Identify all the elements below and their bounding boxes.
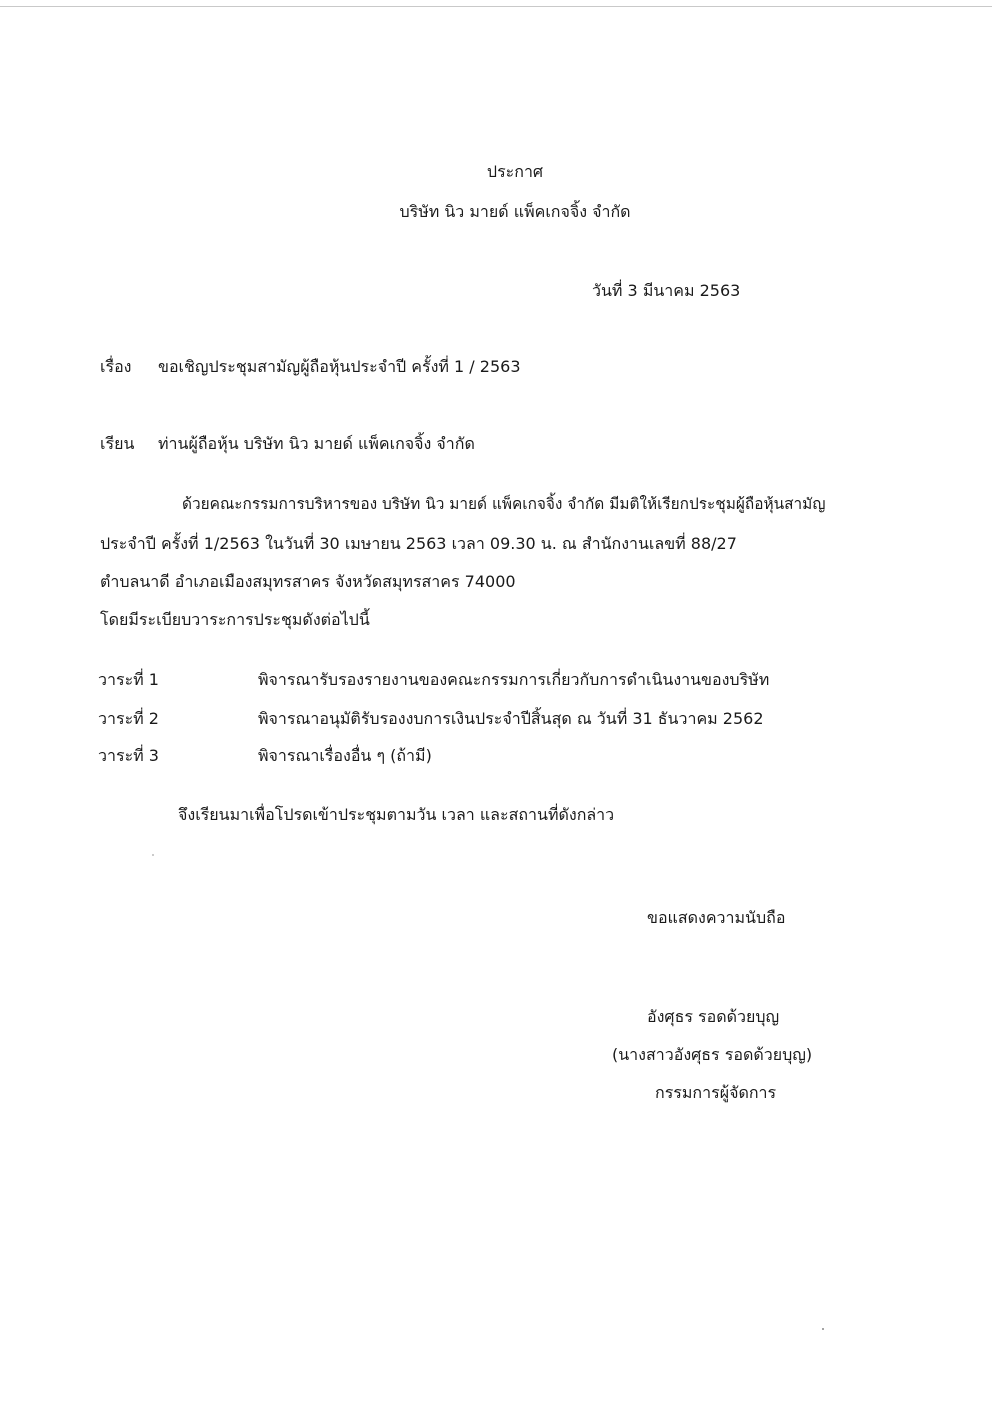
signoff: ขอแสดงความนับถือ <box>647 908 786 927</box>
agenda-text-1: พิจารณารับรองรายงานของคณะกรรมการเกี่ยวกับการดำเนินงานของบริษัท <box>258 670 770 689</box>
body-line-4: โดยมีระเบียบวาระการประชุมดังต่อไปนี้ <box>100 610 370 629</box>
subject-label: เรื่อง <box>100 357 132 376</box>
signature-position: กรรมการผู้จัดการ <box>655 1083 777 1102</box>
scan-speck <box>152 854 154 856</box>
agenda-label-3: วาระที่ 3 <box>98 746 159 765</box>
announcement-title: ประกาศ <box>486 162 544 181</box>
company-name: บริษัท นิว มายด์ แพ็คเกจจิ้ง จำกัด <box>399 202 631 221</box>
body-line-1: ด้วยคณะกรรมการบริหารของ บริษัท นิว มายด์ แพ็คเกจจิ้ง จำกัด มีมติให้เรียกประชุมผู้ถือหุ้นสามัญ <box>182 495 826 513</box>
recipient-label: เรียน <box>100 434 135 453</box>
scan-speck <box>822 1328 824 1330</box>
closing-sentence: จึงเรียนมาเพื่อโปรดเข้าประชุมตามวัน เวลา และสถานที่ดังกล่าว <box>178 805 615 824</box>
agenda-text-3: พิจารณาเรื่องอื่น ๆ (ถ้ามี) <box>258 746 432 765</box>
body-line-2: ประจำปี ครั้งที่ 1/2563 ในวันที่ 30 เมษายน 2563 เวลา 09.30 น. ณ สำนักงานเลขที่ 88/27 <box>100 534 737 553</box>
subject-text: ขอเชิญประชุมสามัญผู้ถือหุ้นประจำปี ครั้งที่ 1 / 2563 <box>158 357 521 376</box>
agenda-text-2: พิจารณาอนุมัติรับรองงบการเงินประจำปีสิ้นสุด ณ วันที่ 31 ธันวาคม 2562 <box>258 709 764 728</box>
signature-name: อังศุธร รอดด้วยบุญ <box>647 1007 780 1026</box>
scan-edge-line <box>0 6 992 7</box>
agenda-label-2: วาระที่ 2 <box>98 709 159 728</box>
recipient-text: ท่านผู้ถือหุ้น บริษัท นิว มายด์ แพ็คเกจจิ้ง จำกัด <box>158 434 475 453</box>
body-line-3: ตำบลนาดี อำเภอเมืองสมุทรสาคร จังหวัดสมุทรสาคร 74000 <box>100 572 516 591</box>
signature-full-name: (นางสาวอังศุธร รอดด้วยบุญ) <box>612 1045 813 1064</box>
agenda-label-1: วาระที่ 1 <box>98 670 159 689</box>
document-date: วันที่ 3 มีนาคม 2563 <box>592 281 741 300</box>
